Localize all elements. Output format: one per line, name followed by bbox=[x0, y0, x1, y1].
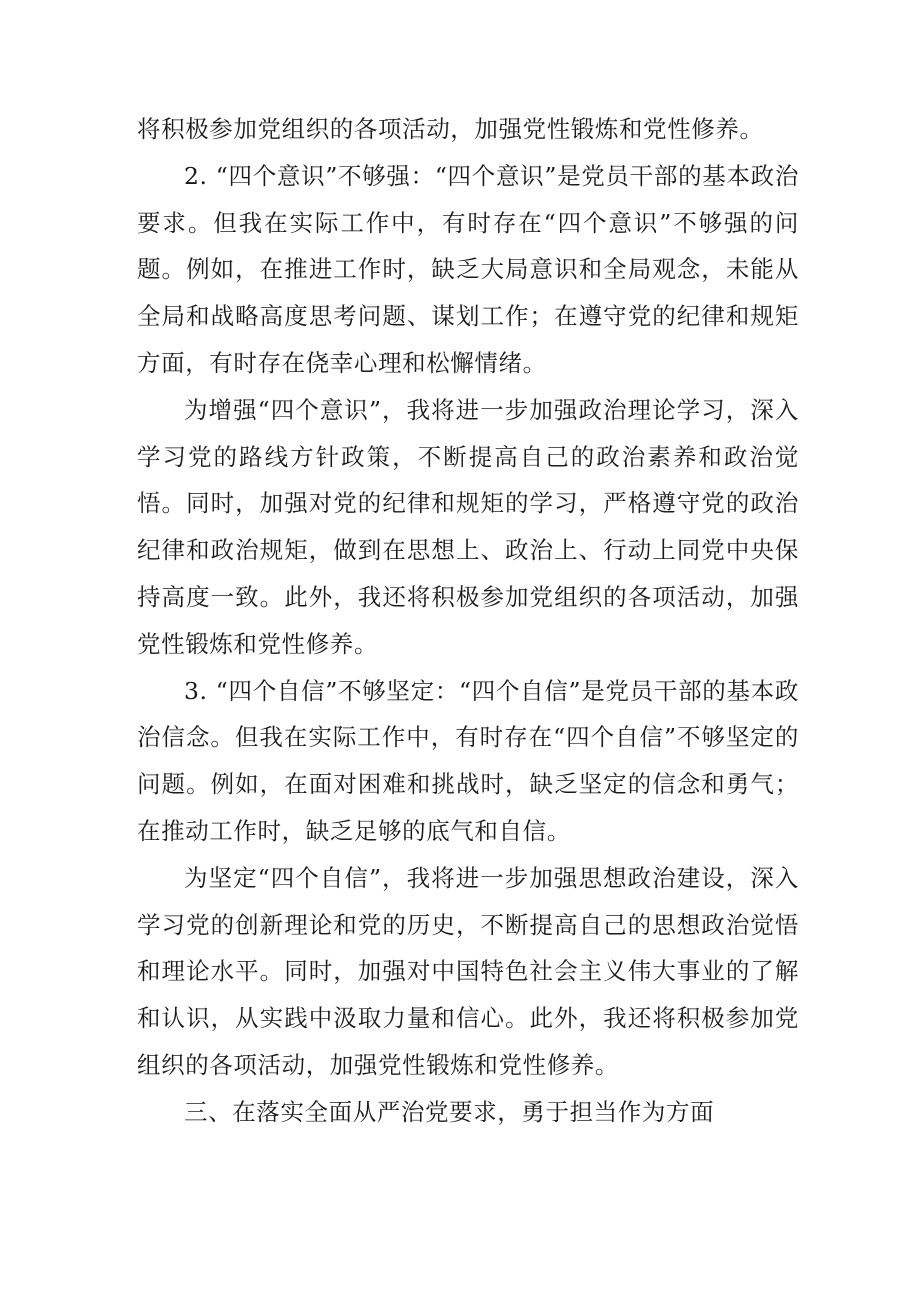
paragraph-item-3-remedy: 为坚定“四个自信”，我将进一步加强思想政治建设，深入学习党的创新理论和党的历史，不断提高自己的思想政治觉悟和理论水平。同时，加强对中国特色社会主义伟大事业的了解和认识，从实践中汲取力量和信心。此外，我还将积极参加党组织的各项活动，加强党性锻炼和党性修养。 bbox=[137, 863, 799, 1079]
paragraph-continuation: 将积极参加党组织的各项活动，加强党性锻炼和党性修养。 bbox=[137, 115, 764, 143]
section-heading-3: 三、在落实全面从严治党要求，勇于担当作为方面 bbox=[184, 1097, 715, 1126]
paragraph-item-3: 3. “四个自信”不够坚定：“四个自信”是党员干部的基本政治信念。但我在实际工作中，有时存在“四个自信”不够坚定的问题。例如，在面对困难和挑战时，缺乏坚定的信念和勇气；在推动工作时，缺乏足够的底气和自信。 bbox=[137, 676, 799, 845]
paragraph-item-2: 2. “四个意识”不够强：“四个意识”是党员干部的基本政治要求。但我在实际工作中，有时存在“四个意识”不够强的问题。例如，在推进工作时，缺乏大局意识和全局观念，未能从全局和战略高度思考问题、谋划工作；在遵守党的纪律和规矩方面，有时存在侥幸心理和松懈情绪。 bbox=[137, 161, 799, 377]
document-body bbox=[137, 106, 799, 1136]
paragraph-item-2-remedy: 为增强“四个意识”，我将进一步加强政治理论学习，深入学习党的路线方针政策，不断提高自己的政治素养和政治觉悟。同时，加强对党的纪律和规矩的学习，严格遵守党的政治纪律和政治规矩，做到在思想上、政治上、行动上同党中央保持高度一致。此外，我还将积极参加党组织的各项活动，加强党性锻炼和党性修养。 bbox=[137, 395, 799, 658]
